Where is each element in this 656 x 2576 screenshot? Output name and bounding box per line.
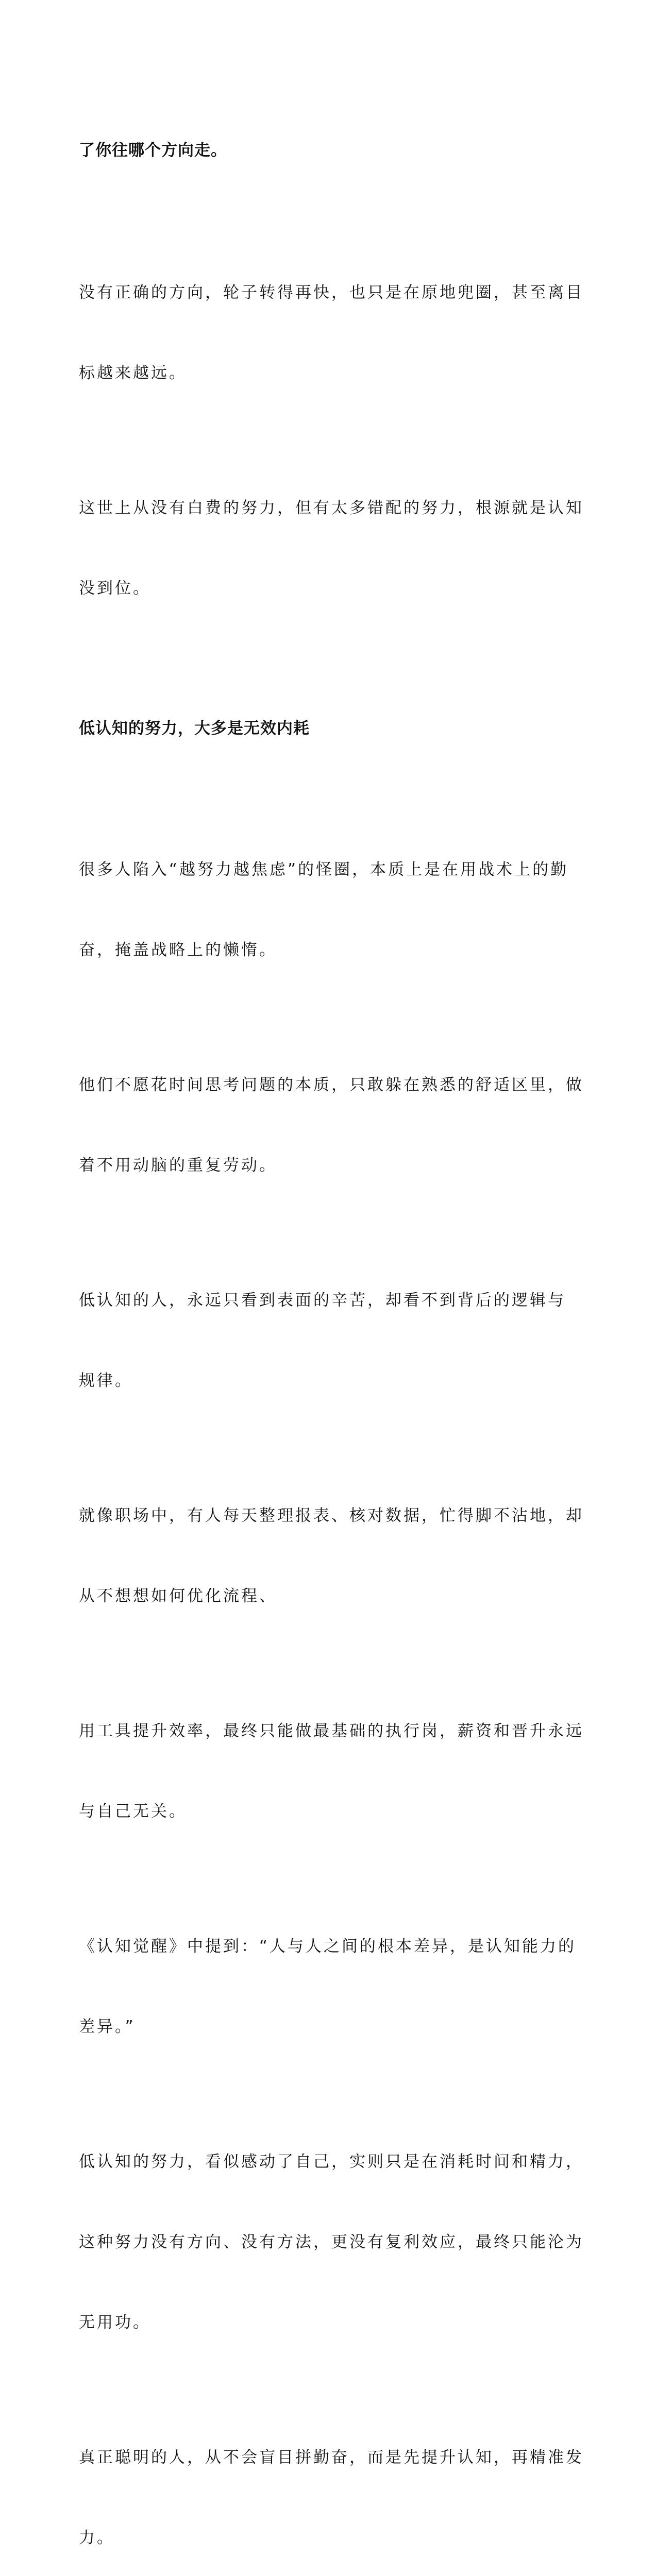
text-line: 他们不愿花时间思考问题的本质，只敢躲在熟悉的舒适区里，做 <box>79 1076 584 1094</box>
text-line: 从不想想如何优化流程、 <box>79 1587 277 1605</box>
text-line: 标越来越远。 <box>79 364 187 382</box>
text-line: 用工具提升效率，最终只能做最基础的执行岗，薪资和晋升永远 <box>79 1722 584 1740</box>
text-line: 没到位。 <box>79 579 151 598</box>
paragraph <box>79 226 584 440</box>
text-line: 力。 <box>79 2529 115 2547</box>
section-heading <box>79 656 581 801</box>
text-line: 就像职场中，有人每天整理报表、核对数据，忙得脚不沾地，却 <box>79 1506 584 1525</box>
paragraph <box>79 2391 584 2576</box>
text-line: 低认知的努力，大多是无效内耗 <box>79 719 310 738</box>
text-line: 很多人陷入“越努力越焦虑”的怪圈，本质上是在用战术上的勤 <box>79 860 569 879</box>
paragraph <box>79 1449 584 1663</box>
text-line: 规律。 <box>79 1371 133 1390</box>
text-line: 这种努力没有方向、没有方法，更没有复利效应，最终只能沦为 <box>79 2233 584 2251</box>
text-line: 无用功。 <box>79 2313 151 2332</box>
paragraph <box>79 803 581 1017</box>
paragraph <box>79 441 584 655</box>
text-line: 与自己无关。 <box>79 1802 187 1821</box>
text-line: 了你往哪个方向走。 <box>79 141 227 160</box>
text-line: 低认知的人，永远只看到表面的辛苦，却看不到背后的逻辑与 <box>79 1291 566 1310</box>
paragraph <box>79 1018 584 1232</box>
text-line: 着不用动脑的重复劳动。 <box>79 1156 277 1175</box>
paragraph <box>79 1879 581 2094</box>
article-body <box>79 78 584 2576</box>
text-line: 低认知的努力，看似感动了自己，实则只是在消耗时间和精力， <box>79 2153 584 2171</box>
heading-continuation <box>79 78 581 223</box>
text-line: 《认知觉醒》中提到：“人与人之间的根本差异，是认知能力的 <box>79 1937 577 1956</box>
text-line: 真正聪明的人，从不会盲目拼勤奋，而是先提升认知，再精准发 <box>79 2448 584 2467</box>
text-line: 差异。” <box>79 2018 136 2036</box>
paragraph <box>79 1233 581 1448</box>
text-line: 没有正确的方向，轮子转得再快，也只是在原地兜圈，甚至离目 <box>79 283 584 302</box>
paragraph <box>79 2095 584 2389</box>
text-line: 奋，掩盖战略上的懒惰。 <box>79 941 277 959</box>
text-line: 这世上从没有白费的努力，但有太多错配的努力，根源就是认知 <box>79 499 584 517</box>
paragraph <box>79 1664 584 1878</box>
